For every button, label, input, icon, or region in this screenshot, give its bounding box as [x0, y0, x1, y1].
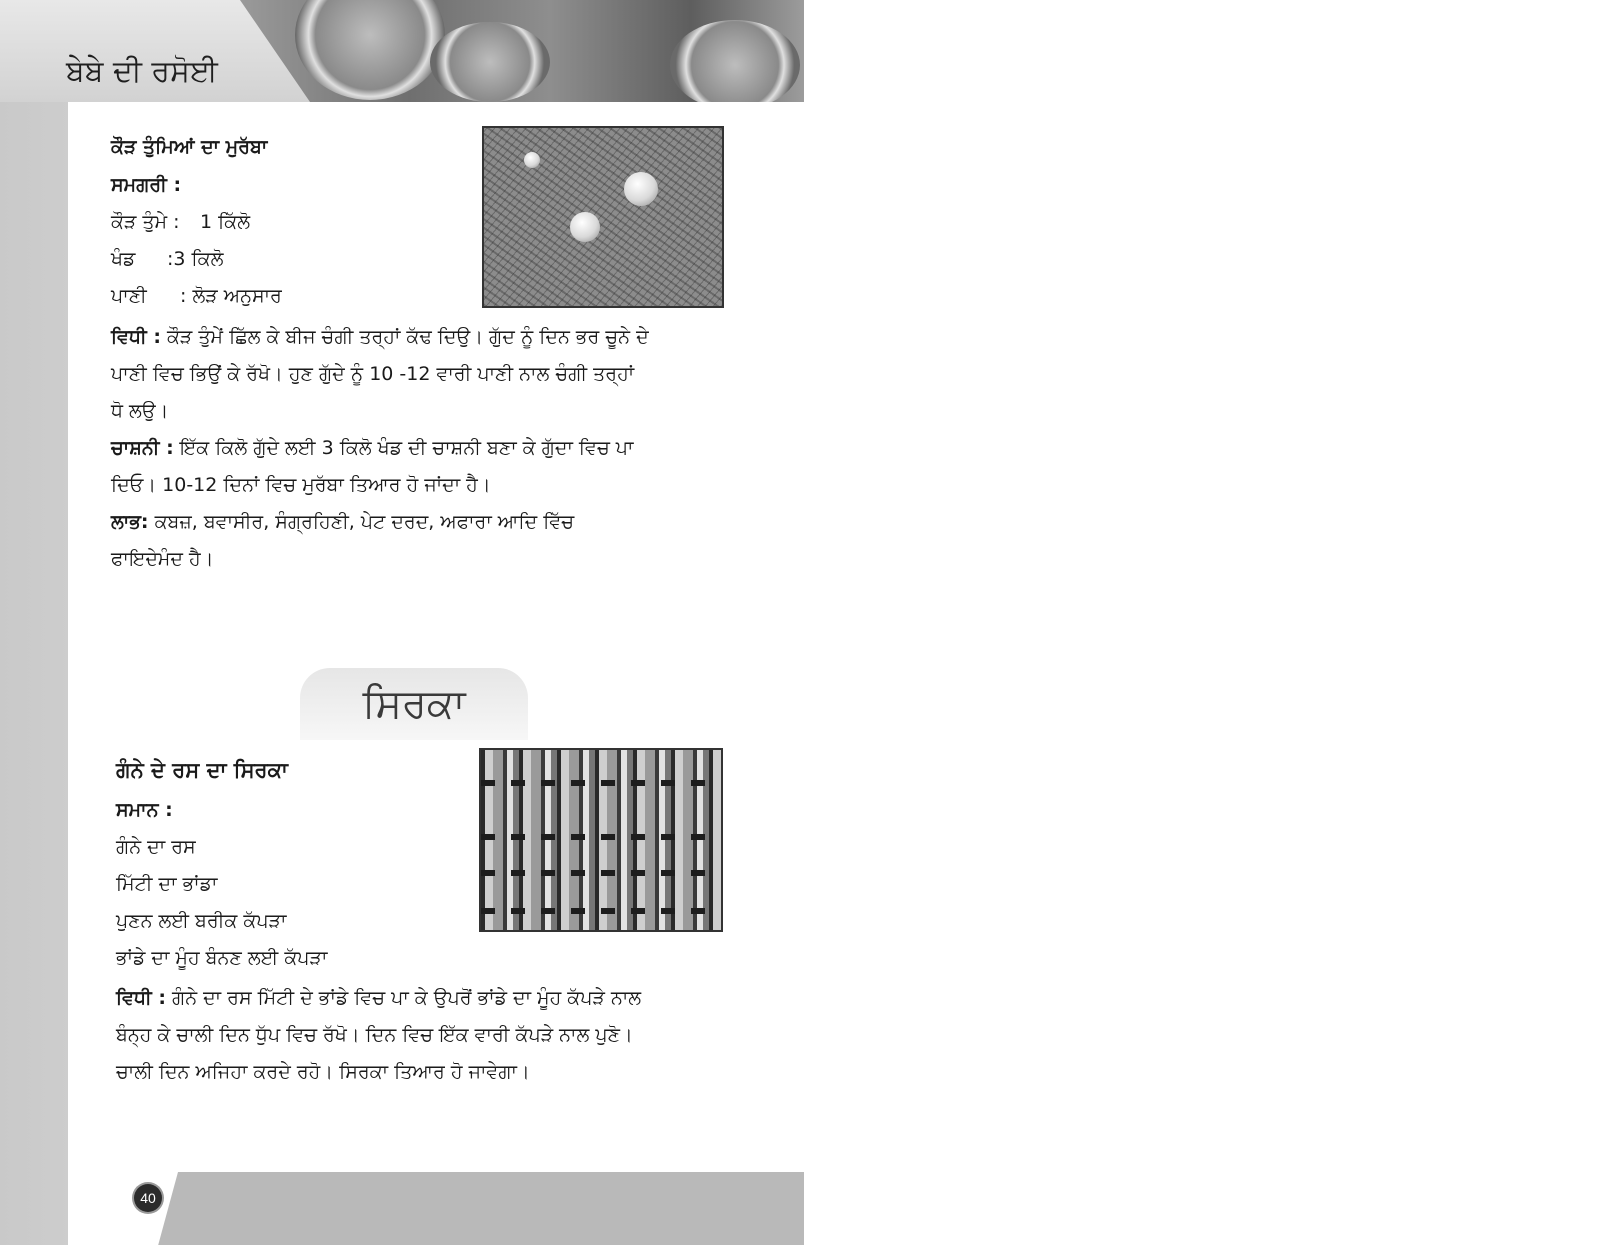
page-number: 40 [134, 1184, 162, 1212]
benefit-line [111, 504, 731, 541]
bitter-gourd-photo [482, 126, 724, 308]
method-text: ਕੌੜ ਤੁੰਮੇਂ ਛਿੱਲ ਕੇ ਬੀਜ ਚੰਗੀ ਤਰ੍ਹਾਂ ਕੱਢ ਦਿਉ। ਗੁੱਦ ਨੂੰ ਦਿਨ ਭਰ ਚੂਨੇ ਦੇ [166, 326, 649, 348]
melon-shape [524, 152, 540, 168]
method-line: ਬੰਨ੍ਹ ਕੇ ਚਾਲੀ ਦਿਨ ਧੁੱਪ ਵਿਚ ਰੱਖੋ। ਦਿਨ ਵਿਚ ਇੱਕ ਵਾਰੀ ਕੱਪੜੇ ਨਾਲ ਪੁਣੋ। [116, 1024, 633, 1046]
ingredient-item: ਮਿੱਟੀ ਦਾ ਭਾਂਡਾ [116, 873, 218, 895]
recipe-title: ਗੰਨੇ ਦੇ ਰਸ ਦਾ ਸਿਰਕਾ [116, 758, 288, 782]
method-line: ਪਾਣੀ ਵਿਚ ਭਿਉਂ ਕੇ ਰੱਖੋ। ਹੁਣ ਗੁੱਦੇ ਨੂੰ 10 -12 ਵਾਰੀ ਪਾਣੀ ਨਾਲ ਚੰਗੀ ਤਰ੍ਹਾਂ [111, 363, 635, 385]
ingredients-heading: ਸਮਾਨ : [116, 799, 173, 821]
ingredient-name: ਖੰਡ [111, 248, 136, 270]
ingredient-qty: :3 ਕਿਲੋ [167, 248, 224, 270]
section-heading: ਸਿਰਕਾ [300, 668, 528, 740]
syrup-line [111, 430, 731, 467]
syrup-text: ਇੱਕ ਕਿਲੋ ਗੁੱਦੇ ਲਈ 3 ਕਿਲੋ ਖੰਡ ਦੀ ਚਾਸ਼ਨੀ ਬਣਾ ਕੇ ਗੁੱਦਾ ਵਿਚ ਪਾ [179, 437, 634, 459]
method-label: ਵਿਧੀ : [116, 987, 166, 1009]
syrup-label: ਚਾਸ਼ਨੀ : [111, 437, 174, 459]
cane-node [481, 780, 721, 786]
method-label: ਵਿਧੀ : [111, 326, 161, 348]
melon-shape [624, 172, 658, 206]
method-paragraph [116, 980, 746, 1091]
method-line: ਧੋ ਲਉ। [111, 400, 169, 422]
ingredients-heading: ਸਮਗਰੀ : [111, 174, 182, 196]
bowl-image [295, 0, 445, 100]
ingredient-name: ਪਾਣੀ [111, 285, 147, 307]
ingredient-qty: : ਲੋੜ ਅਨੁਸਾਰ [180, 285, 282, 307]
benefit-line: ਫਾਇਦੇਮੰਦ ਹੈ। [111, 548, 214, 570]
benefit-text: ਕਬਜ਼, ਬਵਾਸੀਰ, ਸੰਗ੍ਰਹਿਣੀ, ਪੇਟ ਦਰਦ, ਅਫਾਰਾ ਆਦਿ ਵਿੱਚ [154, 511, 575, 533]
ingredient-item: ਗੰਨੇ ਦਾ ਰਸ [116, 836, 196, 858]
sugarcane-photo [479, 748, 723, 932]
ingredient-item: ਭਾਂਡੇ ਦਾ ਮੂੰਹ ਬੰਨਣ ਲਈ ਕੱਪੜਾ [116, 947, 328, 969]
syrup-line: ਦਿਓ। 10-12 ਦਿਨਾਂ ਵਿਚ ਮੁਰੱਬਾ ਤਿਆਰ ਹੋ ਜਾਂਦਾ ਹੈ। [111, 474, 491, 496]
cane-node [481, 834, 721, 840]
method-text: ਗੰਨੇ ਦਾ ਰਸ ਮਿੱਟੀ ਦੇ ਭਾਂਡੇ ਵਿਚ ਪਾ ਕੇ ਉਪਰੋਂ ਭਾਂਡੇ ਦਾ ਮੂੰਹ ਕੱਪੜੇ ਨਾਲ [171, 987, 642, 1009]
book-title: ਬੇਬੇ ਦੀ ਰਸੋਈ [66, 54, 218, 89]
method-paragraph [111, 319, 731, 578]
melon-shape [570, 212, 600, 242]
ingredient-item: ਪੁਣਨ ਲਈ ਬਰੀਕ ਕੱਪੜਾ [116, 910, 287, 932]
recipe-title: ਕੌੜ ਤੁੰਮਿਆਂ ਦਾ ਮੁਰੱਬਾ [111, 136, 268, 158]
ingredient-qty: 1 ਕਿੱਲੋ [200, 211, 251, 233]
cane-node [481, 870, 721, 876]
bowl-image [670, 20, 800, 110]
footer-band [68, 1172, 804, 1245]
bowl-image [430, 22, 550, 102]
method-line [116, 980, 746, 1017]
header-food-photo [240, 0, 804, 102]
ingredient-name: ਕੌੜ ਤੁੰਮੇ : [111, 211, 180, 233]
benefit-label: ਲਾਭ: [111, 511, 149, 533]
method-line: ਚਾਲੀ ਦਿਨ ਅਜਿਹਾ ਕਰਦੇ ਰਹੋ। ਸਿਰਕਾ ਤਿਆਰ ਹੋ ਜਾਵੇਗਾ। [116, 1061, 530, 1083]
method-line [111, 319, 731, 356]
cane-node [481, 908, 721, 914]
